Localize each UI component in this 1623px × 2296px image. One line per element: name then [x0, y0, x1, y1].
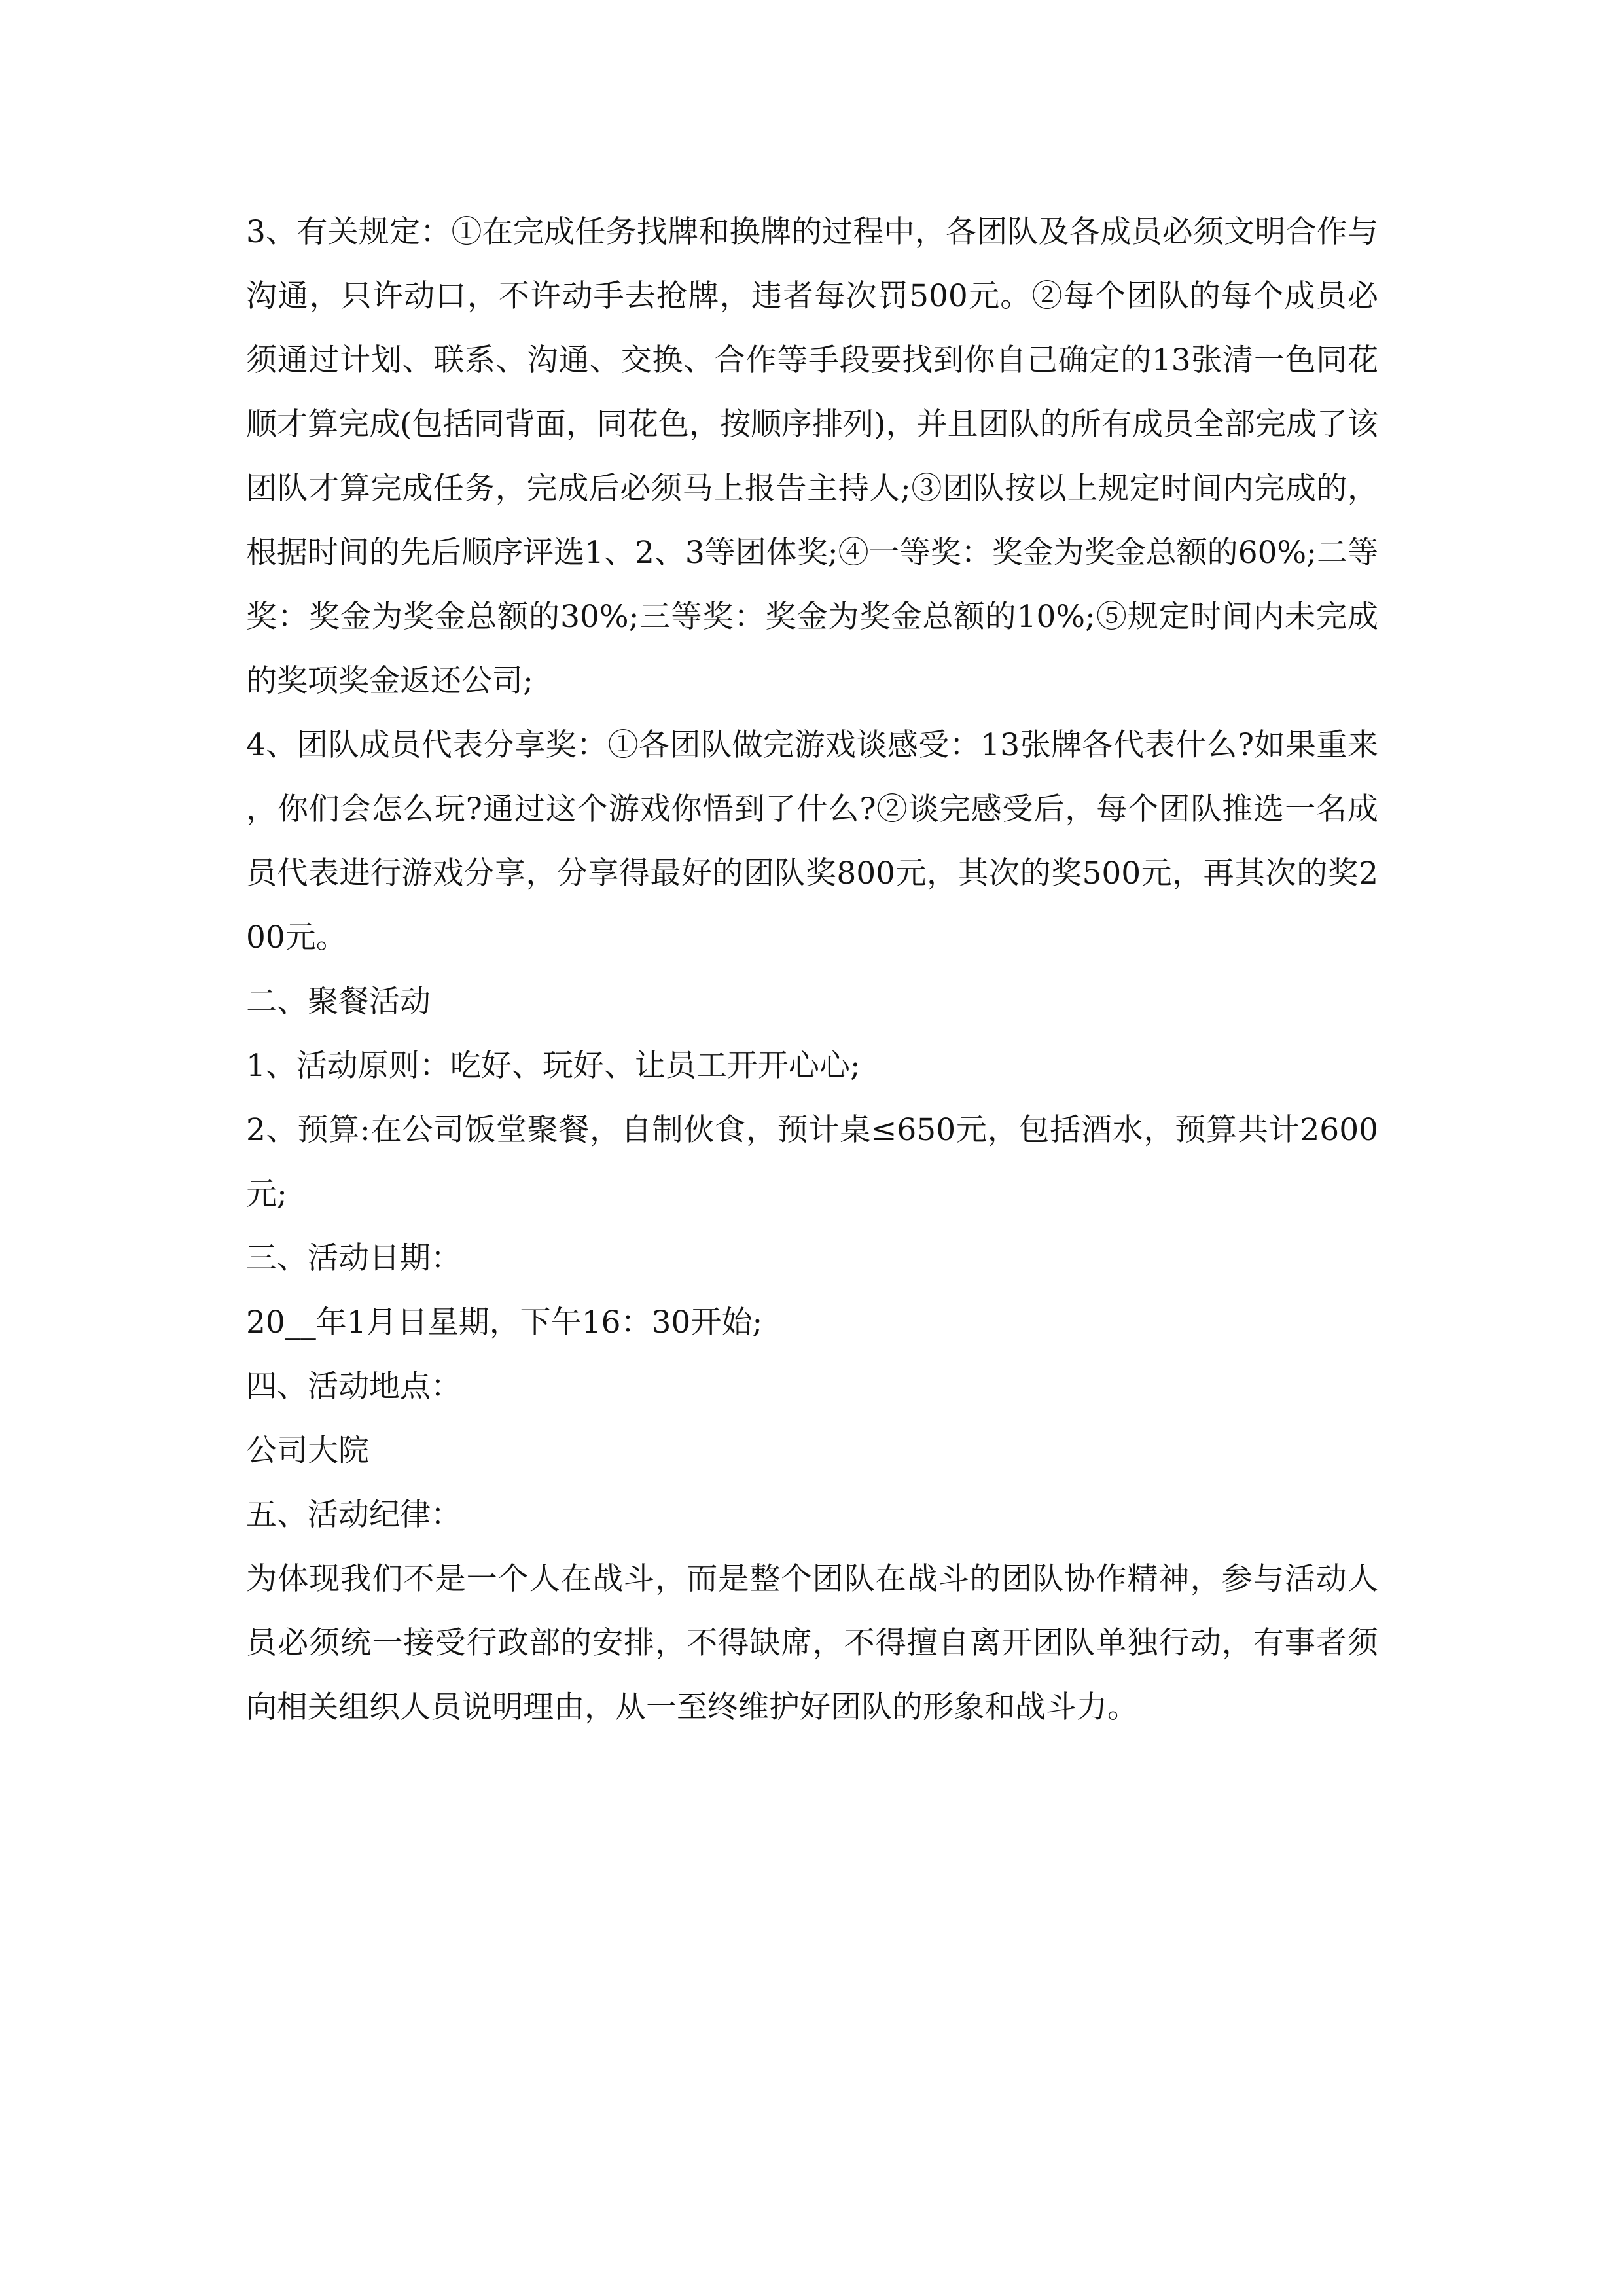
- paragraph-sharing-award: 4、团队成员代表分享奖：①各团队做完游戏谈感受：13张牌各代表什么?如果重来，你们会怎么玩?通过这个游戏你悟到了什么?②谈完感受后，每个团队推选一名成员代表进行游戏分享，分享得最好的团队奖800元，其次的奖500元，再其次的奖200元。: [246, 727, 1378, 956]
- paragraph-rules: 3、有关规定：①在完成任务找牌和换牌的过程中，各团队及各成员必须文明合作与沟通，只许动口，不许动手去抢牌，违者每次罚500元。②每个团队的每个成员必须通过计划、联系、沟通、交换、合作等手段要找到你自己确定的13张清一色同花顺才算完成(包括同背面，同花色，按顺序排列)，并且团队的所有成员全部完成了该团队才算完成任务，完成后必须马上报告主持人;③团队按以上规定时间内完成的，根据时间的先后顺序评选1、2、3等团体奖;④一等奖：奖金为奖金总额的60%;二等奖：奖金为奖金总额的30%;三等奖：奖金为奖金总额的10%;⑤规定时间内未完成的奖项奖金返还公司;: [246, 214, 1378, 699]
- paragraph-location: 公司大院: [246, 1433, 369, 1469]
- document-body: [246, 200, 1378, 1740]
- heading-activity-discipline: 五、活动纪律：: [246, 1497, 461, 1533]
- heading-dinner-activity: 二、聚餐活动: [246, 984, 431, 1020]
- paragraph-budget: 2、预算:在公司饭堂聚餐，自制伙食，预计桌≤650元，包括酒水，预算共计2600元;: [246, 1112, 1378, 1212]
- paragraph-activity-principle: 1、活动原则：吃好、玩好、让员工开开心心;: [246, 1048, 861, 1084]
- heading-activity-location: 四、活动地点：: [246, 1369, 461, 1405]
- heading-activity-date: 三、活动日期：: [246, 1240, 461, 1276]
- paragraph-discipline: 为体现我们不是一个人在战斗，而是整个团队在战斗的团队协作精神，参与活动人员必须统一接受行政部的安排，不得缺席，不得擅自离开团队单独行动，有事者须向相关组织人员说明理由，从一至终维护好团队的形象和战斗力。: [246, 1561, 1378, 1725]
- paragraph-date: 20__年1月日星期，下午16：30开始;: [246, 1304, 763, 1340]
